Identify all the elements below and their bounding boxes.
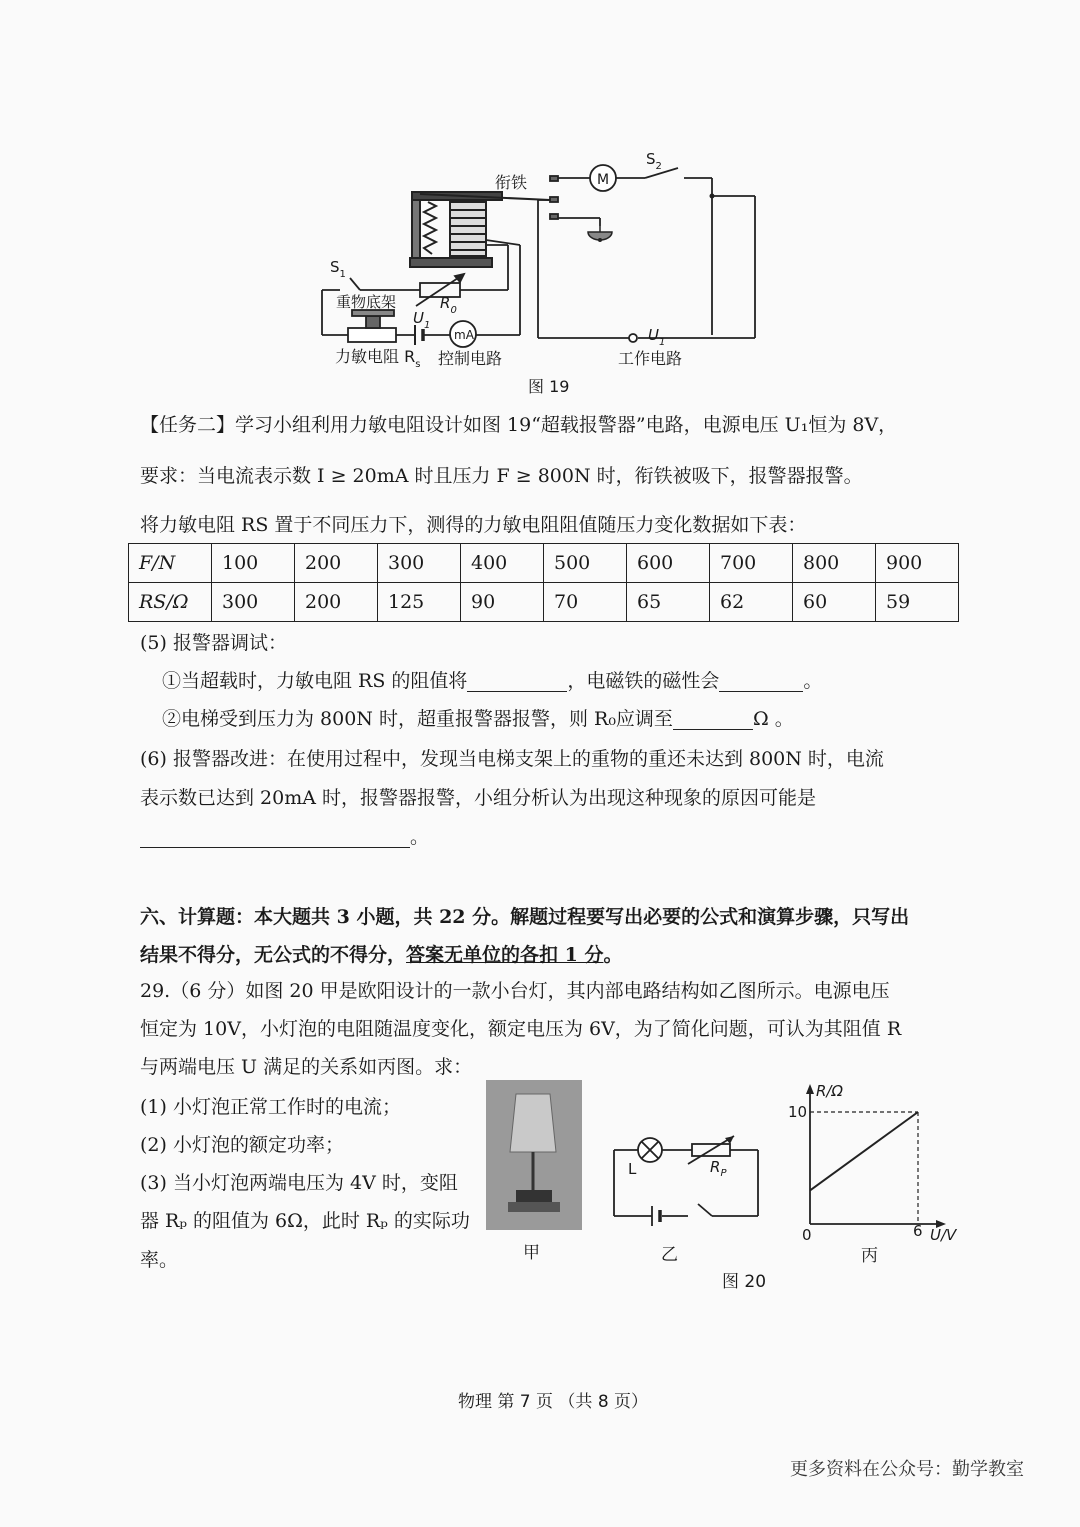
graph-x-axis-label: U/V bbox=[930, 1226, 957, 1242]
section6-text: 结果不得分，无公式的不得分， bbox=[140, 944, 407, 966]
r0-label: $R_0$ bbox=[440, 294, 457, 316]
q5-title: (5) 报警器调试： bbox=[140, 632, 287, 654]
table-header-cell: RS/Ω bbox=[129, 583, 212, 622]
page-footer: 物理 第 7 页 （共 8 页） bbox=[458, 1392, 649, 1412]
table-cell: 100 bbox=[212, 544, 295, 583]
task2-line2: 要求：当电流表示数 I ≥ 20mA 时且压力 F ≥ 800N 时，衔铁被吸下，报警器报警。 bbox=[140, 465, 863, 487]
work-circuit-label: 工作电路 bbox=[618, 349, 683, 368]
control-circuit-label: 控制电路 bbox=[438, 349, 503, 368]
q5-b-text2: Ω 。 bbox=[752, 708, 794, 730]
force-sensor-resistor bbox=[348, 310, 396, 342]
ma-label: mA bbox=[454, 328, 474, 342]
q6-end: 。 bbox=[410, 826, 430, 848]
q29-sub3b: 器 Rₚ 的阻值为 6Ω，此时 Rₚ 的实际功 bbox=[140, 1210, 470, 1232]
armature-label: 衔铁 bbox=[495, 173, 528, 192]
lamp-circuit bbox=[600, 1120, 770, 1230]
q6-line2: 表示数已达到 20mA 时，报警器报警，小组分析认为出现这种现象的原因可能是 bbox=[140, 787, 816, 809]
electromagnet bbox=[410, 192, 550, 267]
table-cell: 600 bbox=[627, 544, 710, 583]
figure-20-caption: 图 20 bbox=[722, 1272, 767, 1292]
table-cell: 90 bbox=[461, 583, 544, 622]
r-u-graph bbox=[780, 1082, 970, 1242]
force-resistance-table bbox=[128, 543, 959, 622]
table-cell: 500 bbox=[544, 544, 627, 583]
sensor-label: 力敏电阻 $R_s$ bbox=[335, 347, 421, 370]
table-cell: 60 bbox=[793, 583, 876, 622]
u1-work-label: $U_1$ bbox=[648, 326, 666, 348]
alarm-bell-icon bbox=[588, 226, 612, 242]
table-cell: 70 bbox=[544, 583, 627, 622]
q6-line1: (6) 报警器改进：在使用过程中，发现当电梯支架上的重物的重还未达到 800N 时，电流 bbox=[140, 748, 884, 770]
lamp-label: L bbox=[628, 1160, 637, 1178]
q29-line1: 29.（6 分）如图 20 甲是欧阳设计的一款小台灯，其内部电路结构如乙图所示。电源电压 bbox=[140, 980, 890, 1002]
table-cell: 125 bbox=[378, 583, 461, 622]
watermark-text: 更多资料在公众号：勤学教室 bbox=[790, 1459, 1024, 1480]
u1-control-label: $U_1$ bbox=[413, 309, 431, 331]
graph-origin-label: 0 bbox=[802, 1226, 812, 1242]
section6-underlined: 答案无单位的各扣 1 分 bbox=[406, 944, 604, 966]
answer-blank[interactable] bbox=[467, 673, 567, 692]
table-cell: 62 bbox=[710, 583, 793, 622]
table-cell: 400 bbox=[461, 544, 544, 583]
task2-line1: 【任务二】学习小组利用力敏电阻设计如图 19“超载报警器”电路，电源电压 U₁恒为 8V， bbox=[140, 414, 898, 436]
label-bing: 丙 bbox=[861, 1246, 878, 1266]
series-line bbox=[810, 1112, 918, 1190]
answer-blank[interactable] bbox=[140, 829, 410, 848]
battery-control bbox=[415, 325, 423, 345]
table-row-force bbox=[129, 544, 959, 583]
q29-sub1: (1) 小灯泡正常工作时的电流； bbox=[140, 1096, 401, 1118]
base-label: 重物底架 bbox=[336, 293, 397, 311]
q6-line3 bbox=[140, 826, 429, 848]
task2-line3: 将力敏电阻 RS 置于不同压力下，测得的力敏电阻阻值随压力变化数据如下表： bbox=[140, 514, 807, 536]
q29-sub2: (2) 小灯泡的额定功率； bbox=[140, 1134, 344, 1156]
section6-end: 。 bbox=[603, 944, 623, 966]
answer-blank[interactable] bbox=[673, 711, 753, 730]
table-cell: 200 bbox=[295, 583, 378, 622]
table-cell: 300 bbox=[378, 544, 461, 583]
section6-line2 bbox=[140, 940, 622, 967]
motor-label: M bbox=[597, 172, 610, 188]
table-cell: 300 bbox=[212, 583, 295, 622]
table-cell: 700 bbox=[710, 544, 793, 583]
label-jia: 甲 bbox=[523, 1243, 540, 1263]
lamp-icon bbox=[638, 1138, 662, 1162]
section6-line1: 六、计算题：本大题共 3 小题，共 22 分。解题过程要写出必要的公式和演算步骤，只写出 bbox=[140, 906, 910, 928]
q5-sub-b bbox=[162, 708, 794, 730]
q29-sub3a: (3) 当小灯泡两端电压为 4V 时，变阻 bbox=[140, 1172, 458, 1194]
table-row-resistance bbox=[129, 583, 959, 622]
q5-a-text1: ①当超载时，力敏电阻 RS 的阻值将 bbox=[162, 670, 468, 692]
table-header-cell: F/N bbox=[129, 544, 212, 583]
figure-19-caption: 图 19 bbox=[528, 377, 570, 396]
graph-x-tick-label: 6 bbox=[913, 1222, 923, 1240]
q29-line3: 与两端电压 U 满足的关系如丙图。求： bbox=[140, 1056, 473, 1078]
q29-sub3c: 率。 bbox=[140, 1249, 179, 1271]
table-cell: 800 bbox=[793, 544, 876, 583]
q5-sub-a bbox=[162, 670, 822, 692]
q29-line2: 恒定为 10V，小灯泡的电阻随温度变化，额定电压为 6V，为了简化问题，可认为其阻值 R bbox=[140, 1018, 902, 1040]
s2-label: $S_2$ bbox=[646, 150, 662, 172]
table-cell: 59 bbox=[876, 583, 959, 622]
rp-label: $R_P$ bbox=[710, 1158, 727, 1179]
table-cell: 65 bbox=[627, 583, 710, 622]
figure-19 bbox=[300, 140, 780, 400]
q5-a-text3: 。 bbox=[803, 670, 823, 692]
graph-y-tick-label: 10 bbox=[788, 1103, 808, 1121]
work-circuit-wires bbox=[538, 168, 755, 342]
q5-a-text2: ，电磁铁的磁性会 bbox=[567, 670, 720, 692]
label-yi: 乙 bbox=[661, 1245, 678, 1265]
s1-label: $S_1$ bbox=[330, 258, 346, 280]
answer-blank[interactable] bbox=[719, 673, 803, 692]
q5-b-text1: ②电梯受到压力为 800N 时，超重报警器报警，则 R₀应调至 bbox=[162, 708, 673, 730]
lamp-photo bbox=[486, 1080, 582, 1230]
table-cell: 200 bbox=[295, 544, 378, 583]
table-cell: 900 bbox=[876, 544, 959, 583]
graph-y-axis-label: R/Ω bbox=[816, 1082, 843, 1100]
